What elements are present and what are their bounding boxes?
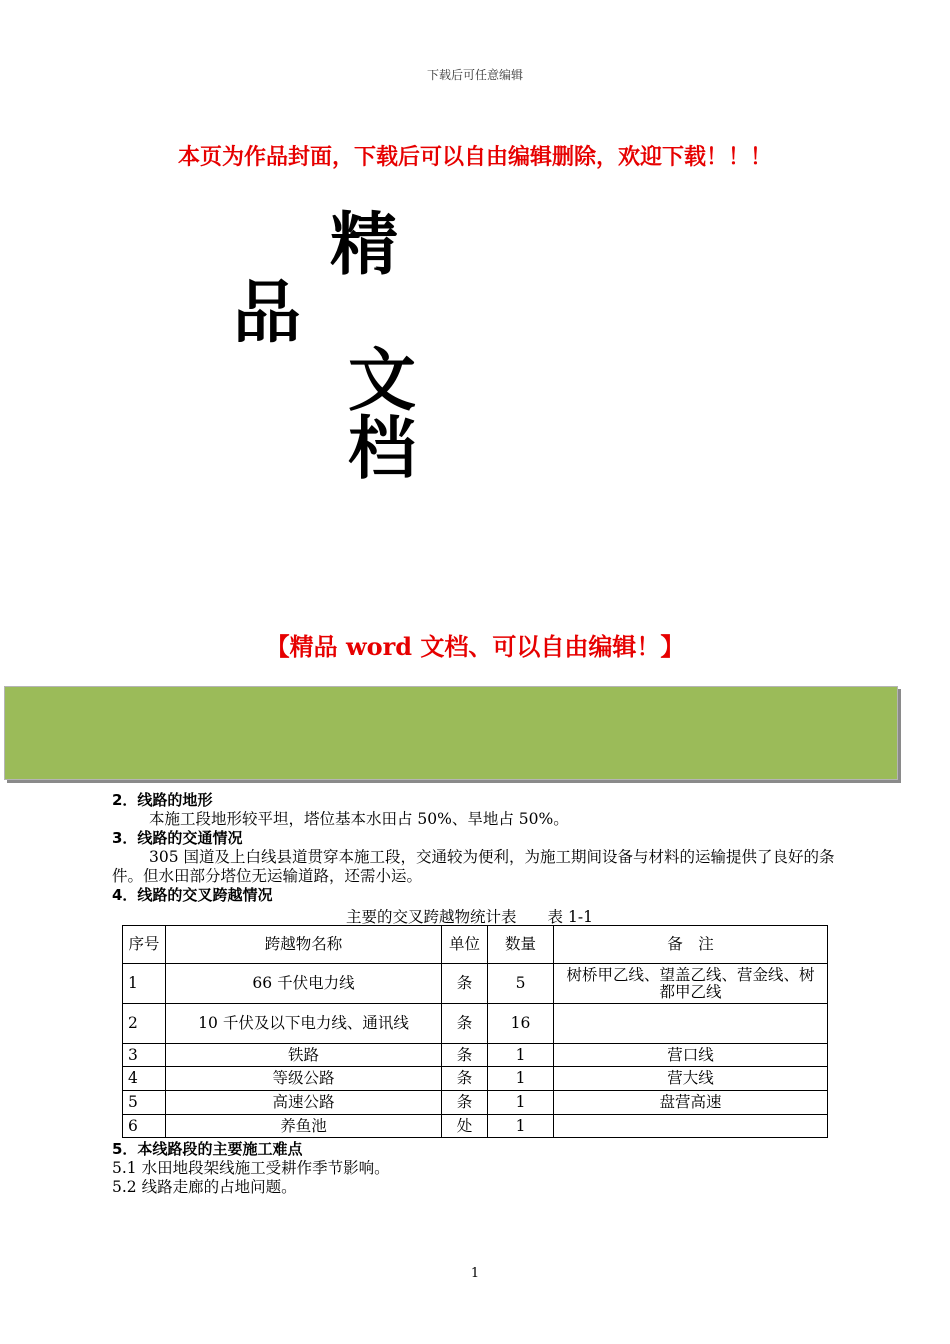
crossing-table (122, 925, 828, 1138)
cell: 6 (123, 1115, 166, 1138)
cell: 1 (488, 1115, 554, 1138)
table-row (123, 1004, 828, 1044)
cover-notice: 本页为作品封面，下载后可以自由编辑删除，欢迎下载！！！ (177, 145, 772, 170)
cell: 条 (442, 1004, 488, 1044)
section-5-2-text: 5.2 线路走廊的占地问题。 (112, 1178, 297, 1196)
header-cell: 序号 (123, 926, 166, 964)
cell: 4 (123, 1067, 166, 1091)
cell: 1 (488, 1044, 554, 1067)
cell: 条 (442, 1091, 488, 1115)
cell: 盘营高速 (554, 1091, 828, 1115)
header-cell: 数量 (488, 926, 554, 964)
section-2-title: 2．线路的地形 (112, 791, 213, 809)
cell: 66 千伏电力线 (166, 964, 442, 1004)
section-3-title: 3．线路的交通情况 (112, 829, 243, 847)
cover-subtitle: 【精品 word 文档、可以自由编辑！】 (265, 632, 685, 661)
cell: 16 (488, 1004, 554, 1044)
cover-char-4: 档 (348, 410, 417, 489)
cell: 高速公路 (166, 1091, 442, 1115)
cell (554, 1115, 828, 1138)
cell: 处 (442, 1115, 488, 1138)
cell: 条 (442, 964, 488, 1004)
table-row (123, 1044, 828, 1067)
cell: 10 千伏及以下电力线、通讯线 (166, 1004, 442, 1044)
green-banner (4, 686, 898, 780)
cell: 5 (123, 1091, 166, 1115)
section-5-title: 5．本线路段的主要施工难点 (112, 1140, 303, 1158)
cover-char-1: 精 (330, 206, 399, 285)
cell: 1 (488, 1067, 554, 1091)
cell: 铁路 (166, 1044, 442, 1067)
table-row (123, 1067, 828, 1091)
header-cell: 单位 (442, 926, 488, 964)
table-caption: 主要的交叉跨越物统计表 表 1-1 (346, 908, 593, 926)
cell: 2 (123, 1004, 166, 1044)
header-cell: 备 注 (554, 926, 828, 964)
cell: 养鱼池 (166, 1115, 442, 1138)
table-row (123, 1115, 828, 1138)
cell: 3 (123, 1044, 166, 1067)
table-row (123, 1091, 828, 1115)
section-3-text: 305 国道及上白线县道贯穿本施工段，交通较为便利，为施工期间设备与材料的运输提供了良好的条件。但水田部分塔位无运输道路，还需小运。 (112, 848, 835, 885)
cell: 营口线 (554, 1044, 828, 1067)
page-number: 1 (470, 1266, 480, 1281)
cell: 等级公路 (166, 1067, 442, 1091)
cell (554, 1004, 828, 1044)
cell: 5 (488, 964, 554, 1004)
cell: 营大线 (554, 1067, 828, 1091)
cover-char-3: 文 (348, 342, 417, 421)
cell: 条 (442, 1044, 488, 1067)
page-header: 下载后可任意编辑 (426, 68, 523, 82)
section-2-text: 本施工段地形较平坦，塔位基本水田占 50%、旱地占 50%。 (149, 810, 569, 828)
section-4-title: 4．线路的交叉跨越情况 (112, 886, 273, 904)
table-header-row (123, 926, 828, 964)
header-cell: 跨越物名称 (166, 926, 442, 964)
section-5-1-text: 5.1 水田地段架线施工受耕作季节影响。 (112, 1159, 390, 1177)
cell: 1 (123, 964, 166, 1004)
table-row (123, 964, 828, 1004)
cell: 条 (442, 1067, 488, 1091)
cover-char-2: 品 (233, 274, 302, 353)
cell: 树桥甲乙线、望盖乙线、营金线、树都甲乙线 (554, 964, 828, 1004)
cell: 1 (488, 1091, 554, 1115)
